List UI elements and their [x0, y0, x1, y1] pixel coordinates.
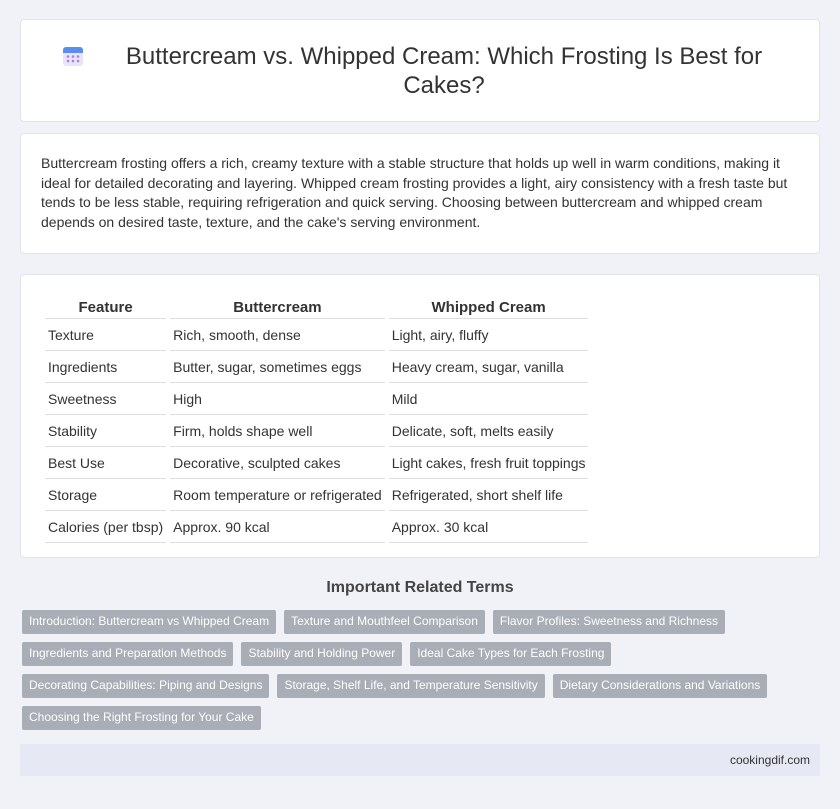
table-cell: Light cakes, fresh fruit toppings: [389, 447, 589, 479]
table-row: [45, 511, 588, 543]
table-cell: Decorative, sculpted cakes: [170, 447, 385, 479]
table-cell: Ingredients: [45, 351, 166, 383]
table-cell: Butter, sugar, sometimes eggs: [170, 351, 385, 383]
table-header-feature: Feature: [45, 297, 166, 319]
related-term-tag[interactable]: Dietary Considerations and Variations: [553, 674, 768, 698]
related-terms-list: [0, 610, 840, 730]
table-header-row: [45, 297, 588, 319]
related-terms-title: Important Related Terms: [326, 579, 514, 596]
table-row: [45, 383, 588, 415]
table-header-whipped-cream: Whipped Cream: [389, 297, 589, 319]
intro-text: Buttercream frosting offers a rich, creamy texture with a stable structure that holds up well in warm conditions, making it ideal for detailed decorating and layering. Whipped cream frosting provides a light, airy consistency with a fresh taste but tends to be less stable, requiring refrigeration and quick serving. Choosing between buttercream and whipped cream depends on desired taste, texture, and the cake's serving environment.: [41, 155, 788, 230]
related-term-tag[interactable]: Decorating Capabilities: Piping and Designs: [22, 674, 269, 698]
related-term-tag[interactable]: Texture and Mouthfeel Comparison: [284, 610, 485, 634]
table-cell: Mild: [389, 383, 589, 415]
table-row: [45, 415, 588, 447]
table-header-buttercream: Buttercream: [170, 297, 385, 319]
table-cell: Texture: [45, 319, 166, 351]
table-cell: Light, airy, fluffy: [389, 319, 589, 351]
footer: [20, 744, 820, 776]
comparison-table: [41, 297, 592, 543]
table-row: [45, 479, 588, 511]
table-cell: Room temperature or refrigerated: [170, 479, 385, 511]
table-row: [45, 319, 588, 351]
table-cell: Storage: [45, 479, 166, 511]
related-term-tag[interactable]: Ideal Cake Types for Each Frosting: [410, 642, 611, 666]
table-cell: Heavy cream, sugar, vanilla: [389, 351, 589, 383]
header-card: [20, 19, 820, 122]
table-cell: Rich, smooth, dense: [170, 319, 385, 351]
table-cell: Firm, holds shape well: [170, 415, 385, 447]
page-title: Buttercream vs. Whipped Cream: Which Frosting Is Best for Cakes?: [125, 42, 763, 99]
table-row: [45, 351, 588, 383]
related-term-tag[interactable]: Introduction: Buttercream vs Whipped Cream: [22, 610, 276, 634]
table-cell: Stability: [45, 415, 166, 447]
footer-site-name[interactable]: cookingdif.com: [729, 753, 810, 767]
table-cell: Best Use: [45, 447, 166, 479]
comparison-table-card: [20, 274, 820, 558]
table-cell: Approx. 30 kcal: [389, 511, 589, 543]
related-term-tag[interactable]: Storage, Shelf Life, and Temperature Sensitivity: [277, 674, 544, 698]
table-cell: Approx. 90 kcal: [170, 511, 385, 543]
table-row: [45, 447, 588, 479]
table-cell: Refrigerated, short shelf life: [389, 479, 589, 511]
title-wrap: [61, 42, 779, 100]
table-cell: Sweetness: [45, 383, 166, 415]
related-term-tag[interactable]: Stability and Holding Power: [241, 642, 402, 666]
related-term-tag[interactable]: Choosing the Right Frosting for Your Cake: [22, 706, 261, 730]
table-cell: Calories (per tbsp): [45, 511, 166, 543]
related-term-tag[interactable]: Ingredients and Preparation Methods: [22, 642, 233, 666]
calendar-icon: [61, 44, 85, 68]
related-term-tag[interactable]: Flavor Profiles: Sweetness and Richness: [493, 610, 725, 634]
intro-card: [20, 133, 820, 254]
table-cell: Delicate, soft, melts easily: [389, 415, 589, 447]
table-cell: High: [170, 383, 385, 415]
